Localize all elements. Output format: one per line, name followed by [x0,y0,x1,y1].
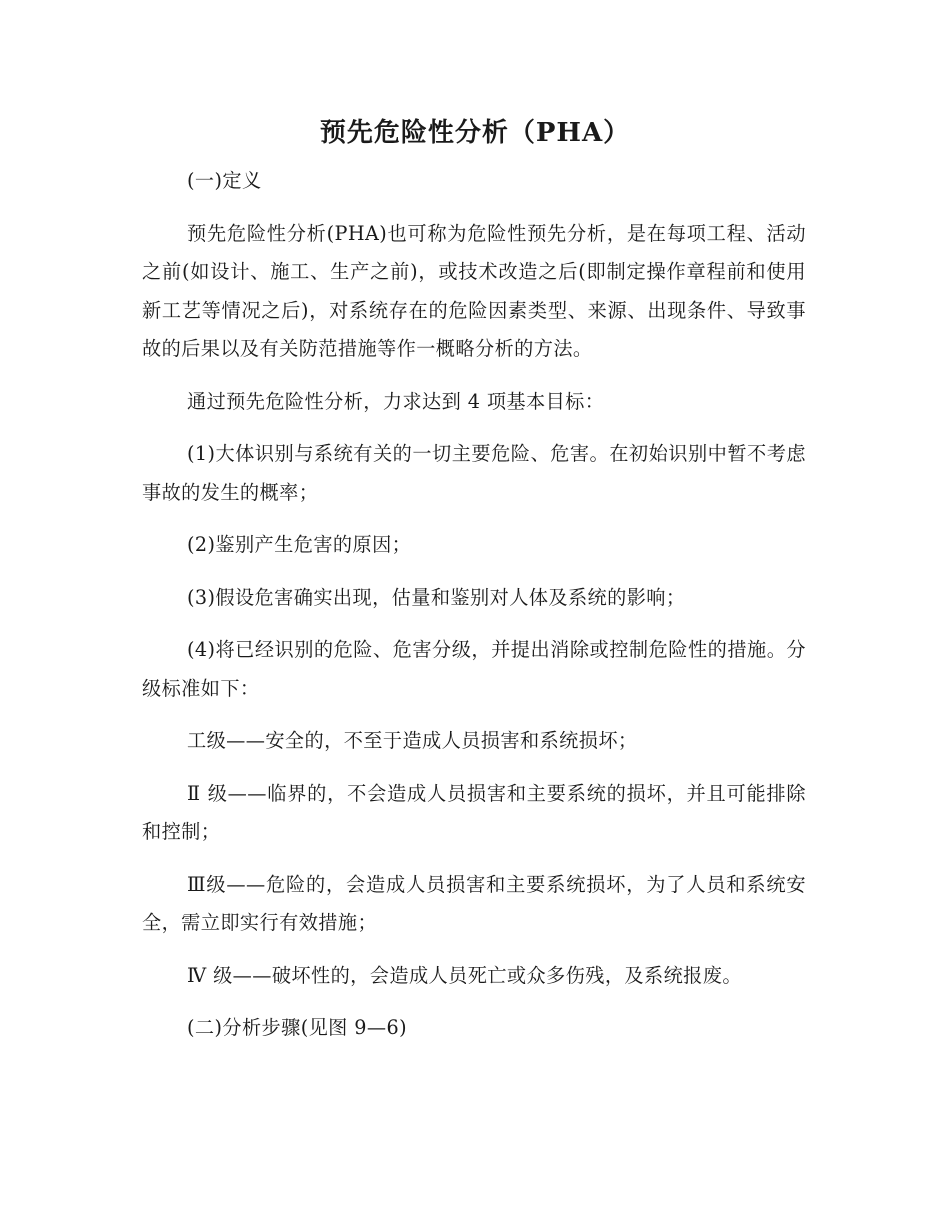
list-item-goal-1: (1)大体识别与系统有关的一切主要危险、危害。在初始识别中暂不考虑事故的发生的概率； [142,442,806,504]
list-item-goal-4: (4)将已经识别的危险、危害分级，并提出消除或控制危险性的措施。分级标准如下： [142,638,806,700]
paragraph-goals-intro: 通过预先危险性分析，力求达到 4 项基本目标： [187,389,605,413]
section-heading-definition: (一)定义 [187,169,262,192]
grade-level-1: 工级——安全的，不至于造成人员损害和系统损坏； [187,729,638,752]
grade-level-2: Ⅱ 级——临界的，不会造成人员损害和主要系统的损坏，并且可能排除和控制； [142,781,806,843]
page-title: 预先危险性分析（PHA） [319,118,631,148]
list-item-goal-2: (2)鉴别产生危害的原因； [187,533,412,556]
grade-level-4: Ⅳ 级——破坏性的，会造成人员死亡或众多伤残，及系统报废。 [187,963,742,987]
paragraph-definition: 预先危险性分析(PHA)也可称为危险性预先分析，是在每项工程、活动之前(如设计、施工、生产之前)，或技术改造之后(即制定操作章程前和使用新工艺等情况之后)，对系统存在的危险因素类型、来源、出现条件、导致事故的后果以及有关防范措施等作一概略分析的方法。 [142,221,806,360]
grade-level-3: Ⅲ级——危险的，会造成人员损害和主要系统损坏，为了人员和系统安全，需立即实行有效措施； [142,872,806,934]
list-item-goal-3: (3)假设危害确实出现，估量和鉴别对人体及系统的影响； [187,585,686,609]
document-body [142,162,806,1062]
section-heading-steps: (二)分析步骤(见图 9—6) [187,1016,407,1039]
